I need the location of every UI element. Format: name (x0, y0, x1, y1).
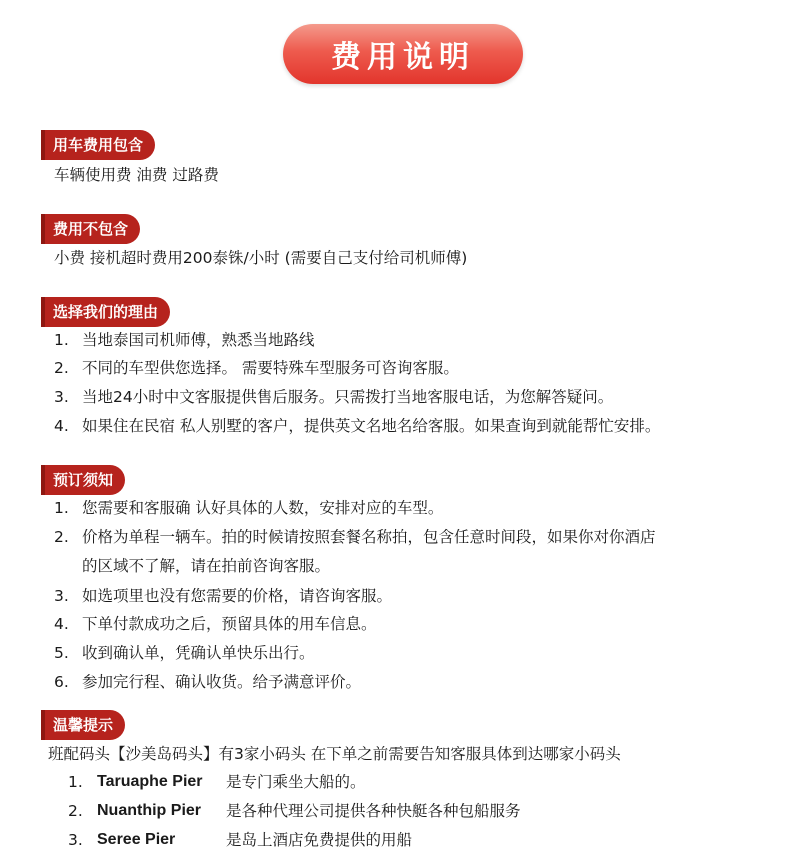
pier-name: Taruaphe Pier (97, 773, 203, 790)
pier-desc: 是岛上酒店免费提供的用船 (226, 831, 413, 849)
list-number: 2. (54, 528, 69, 546)
why-item: 不同的车型供您选择。 需要特殊车型服务可咨询客服。 (82, 359, 459, 377)
list-number: 3. (68, 831, 83, 849)
section-booking-tag: 预订须知 (41, 465, 125, 495)
list-number: 1. (54, 331, 69, 349)
list-number: 2. (68, 802, 83, 820)
pier-name: Seree Pier (97, 831, 176, 848)
list-number: 3. (54, 587, 69, 605)
booking-item: 下单付款成功之后，预留具体的用车信息。 (82, 615, 377, 633)
booking-item: 您需要和客服确 认好具体的人数，安排对应的车型。 (82, 499, 444, 517)
list-number: 1. (54, 499, 69, 517)
booking-item: 参加完行程、确认收货。给予满意评价。 (82, 673, 362, 691)
page-title: 费用说明 (283, 24, 523, 84)
list-number: 1. (68, 773, 83, 791)
list-number: 2. (54, 359, 69, 377)
pier-desc: 是专门乘坐大船的。 (226, 773, 366, 791)
included-text: 车辆使用费 油费 过路费 (54, 166, 219, 184)
booking-item-continuation: 的区域不了解，请在拍前咨询客服。 (82, 557, 331, 575)
booking-item: 收到确认单，凭确认单快乐出行。 (82, 644, 315, 662)
pier-name: Nuanthip Pier (97, 802, 202, 819)
list-number: 6. (54, 673, 69, 691)
list-number: 4. (54, 615, 69, 633)
pier-desc: 是各种代理公司提供各种快艇各种包船服务 (226, 802, 521, 820)
tips-intro: 班配码头【沙美岛码头】有3家小码头 在下单之前需要告知客服具体到达哪家小码头 (48, 745, 621, 763)
booking-item: 如选项里也没有您需要的价格，请咨询客服。 (82, 587, 393, 605)
list-number: 3. (54, 388, 69, 406)
section-tips-tag: 温馨提示 (41, 710, 125, 740)
list-number: 4. (54, 417, 69, 435)
why-item: 当地泰国司机师傅，熟悉当地路线 (82, 331, 315, 349)
section-excluded-tag: 费用不包含 (41, 214, 140, 244)
section-why-tag: 选择我们的理由 (41, 297, 170, 327)
why-item: 当地24小时中文客服提供售后服务。只需拨打当地客服电话，为您解答疑问。 (82, 388, 614, 406)
why-item: 如果住在民宿 私人别墅的客户，提供英文名地名给客服。如果查询到就能帮忙安排。 (82, 417, 661, 435)
list-number: 5. (54, 644, 69, 662)
excluded-text: 小费 接机超时费用200泰铢/小时 (需要自己支付给司机师傅) (54, 249, 468, 267)
section-included-tag: 用车费用包含 (41, 130, 155, 160)
booking-item: 价格为单程一辆车。拍的时候请按照套餐名称拍，包含任意时间段，如果你对你酒店 (82, 528, 656, 546)
